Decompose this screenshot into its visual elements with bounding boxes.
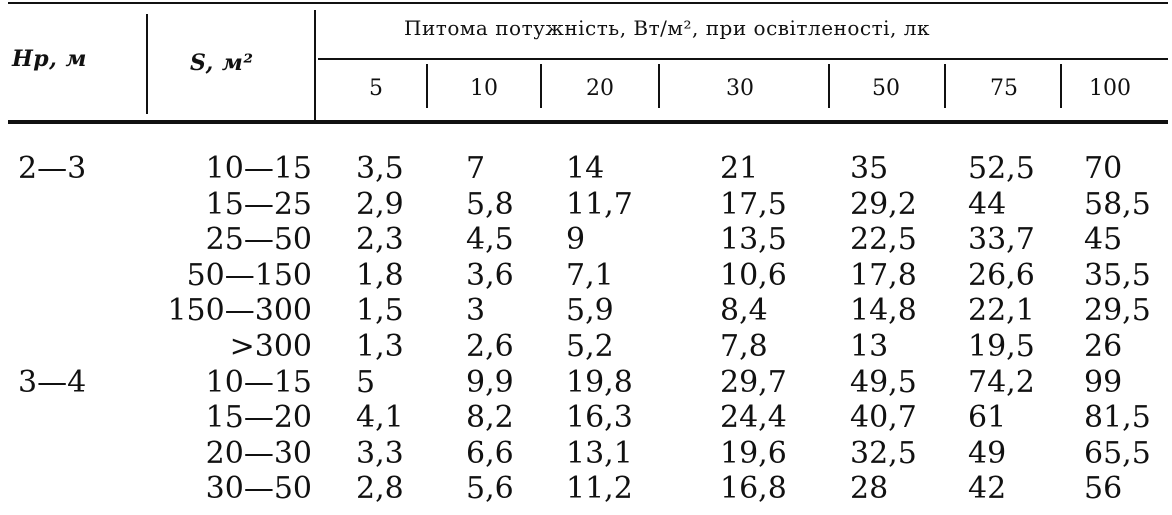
area-cell: 10—15 — [205, 151, 312, 186]
power-value-cell: 3,6 — [466, 258, 514, 293]
power-value-cell: 74,2 — [968, 365, 1035, 400]
power-value-cell: 2,3 — [356, 222, 404, 257]
lux-header-cell: 100 — [1089, 76, 1131, 101]
power-value-cell: 17,5 — [720, 187, 787, 222]
area-cell: 10—15 — [205, 365, 312, 400]
power-value-cell: 52,5 — [968, 151, 1035, 186]
lux-divider — [1060, 64, 1062, 108]
power-value-cell: 19,5 — [968, 329, 1035, 364]
power-value-cell: 8,2 — [466, 400, 514, 435]
power-value-cell: 13,1 — [566, 436, 633, 471]
power-value-cell: 70 — [1084, 151, 1123, 186]
power-value-cell: 28 — [850, 471, 889, 506]
power-value-cell: 40,7 — [850, 400, 917, 435]
power-value-cell: 4,5 — [466, 222, 514, 257]
power-value-cell: 14 — [566, 151, 605, 186]
power-value-cell: 32,5 — [850, 436, 917, 471]
area-cell: 150—300 — [167, 293, 312, 328]
power-value-cell: 2,8 — [356, 471, 404, 506]
power-value-cell: 13 — [850, 329, 889, 364]
area-cell: 15—25 — [205, 187, 312, 222]
lux-divider — [540, 64, 542, 108]
power-value-cell: 49 — [968, 436, 1007, 471]
area-cell: 20—30 — [205, 436, 312, 471]
area-cell: 30—50 — [205, 471, 312, 506]
power-value-cell: 65,5 — [1084, 436, 1151, 471]
power-value-cell: 45 — [1084, 222, 1123, 257]
hp-group-label: 2—3 — [18, 151, 87, 186]
lux-header-cell: 75 — [990, 76, 1018, 101]
lux-divider — [944, 64, 946, 108]
area-cell: 50—150 — [186, 258, 312, 293]
power-value-cell: 58,5 — [1084, 187, 1151, 222]
col-divider-2 — [314, 10, 316, 122]
power-value-cell: 4,1 — [356, 400, 404, 435]
power-value-cell: 16,3 — [566, 400, 633, 435]
power-value-cell: 6,6 — [466, 436, 514, 471]
header-bottom-rule — [8, 120, 1168, 124]
power-value-cell: 2,9 — [356, 187, 404, 222]
power-value-cell: 7,8 — [720, 329, 768, 364]
power-value-cell: 5,2 — [566, 329, 614, 364]
header-specific-power: Питома потужність, Вт/м², при освітленості, лк — [404, 16, 930, 40]
table-top-rule — [8, 2, 1168, 4]
lux-divider — [426, 64, 428, 108]
power-value-cell: 10,6 — [720, 258, 787, 293]
power-value-cell: 26 — [1084, 329, 1123, 364]
area-cell: 15—20 — [205, 400, 312, 435]
power-value-cell: 5 — [356, 365, 376, 400]
power-value-cell: 9,9 — [466, 365, 514, 400]
power-value-cell: 5,6 — [466, 471, 514, 506]
area-cell: 25—50 — [205, 222, 312, 257]
power-value-cell: 99 — [1084, 365, 1123, 400]
power-value-cell: 7 — [466, 151, 486, 186]
power-value-cell: 8,4 — [720, 293, 768, 328]
power-value-cell: 22,1 — [968, 293, 1035, 328]
power-value-cell: 14,8 — [850, 293, 917, 328]
lux-header-cell: 20 — [586, 76, 614, 101]
power-value-cell: 1,5 — [356, 293, 404, 328]
power-value-cell: 19,8 — [566, 365, 633, 400]
lux-header-cell: 5 — [369, 76, 383, 101]
lux-divider — [658, 64, 660, 108]
col-divider-1 — [146, 14, 148, 114]
area-cell: >300 — [229, 329, 312, 364]
power-value-cell: 56 — [1084, 471, 1123, 506]
header-s: S, м² — [190, 50, 254, 76]
power-value-cell: 29,2 — [850, 187, 917, 222]
power-value-cell: 42 — [968, 471, 1007, 506]
power-value-cell: 13,5 — [720, 222, 787, 257]
power-value-cell: 33,7 — [968, 222, 1035, 257]
power-value-cell: 35,5 — [1084, 258, 1151, 293]
power-value-cell: 35 — [850, 151, 889, 186]
power-value-cell: 29,7 — [720, 365, 787, 400]
power-value-cell: 22,5 — [850, 222, 917, 257]
lux-header-cell: 30 — [726, 76, 754, 101]
power-value-cell: 24,4 — [720, 400, 787, 435]
group-header-rule — [318, 58, 1168, 60]
power-value-cell: 19,6 — [720, 436, 787, 471]
power-value-cell: 29,5 — [1084, 293, 1151, 328]
lux-header-cell: 50 — [872, 76, 900, 101]
power-value-cell: 16,8 — [720, 471, 787, 506]
power-value-cell: 1,3 — [356, 329, 404, 364]
power-value-cell: 81,5 — [1084, 400, 1151, 435]
power-value-cell: 2,6 — [466, 329, 514, 364]
lux-header-cell: 10 — [470, 76, 498, 101]
power-value-cell: 3 — [466, 293, 486, 328]
power-value-cell: 11,7 — [566, 187, 633, 222]
power-value-cell: 11,2 — [566, 471, 633, 506]
power-value-cell: 1,8 — [356, 258, 404, 293]
power-value-cell: 7,1 — [566, 258, 614, 293]
power-value-cell: 5,9 — [566, 293, 614, 328]
power-value-cell: 3,3 — [356, 436, 404, 471]
power-value-cell: 61 — [968, 400, 1007, 435]
header-hp: Hp, м — [12, 46, 87, 72]
power-value-cell: 44 — [968, 187, 1007, 222]
power-value-cell: 21 — [720, 151, 759, 186]
power-value-cell: 49,5 — [850, 365, 917, 400]
power-value-cell: 17,8 — [850, 258, 917, 293]
power-value-cell: 9 — [566, 222, 586, 257]
power-value-cell: 3,5 — [356, 151, 404, 186]
hp-group-label: 3—4 — [18, 365, 87, 400]
power-value-cell: 26,6 — [968, 258, 1035, 293]
power-value-cell: 5,8 — [466, 187, 514, 222]
lux-divider — [828, 64, 830, 108]
